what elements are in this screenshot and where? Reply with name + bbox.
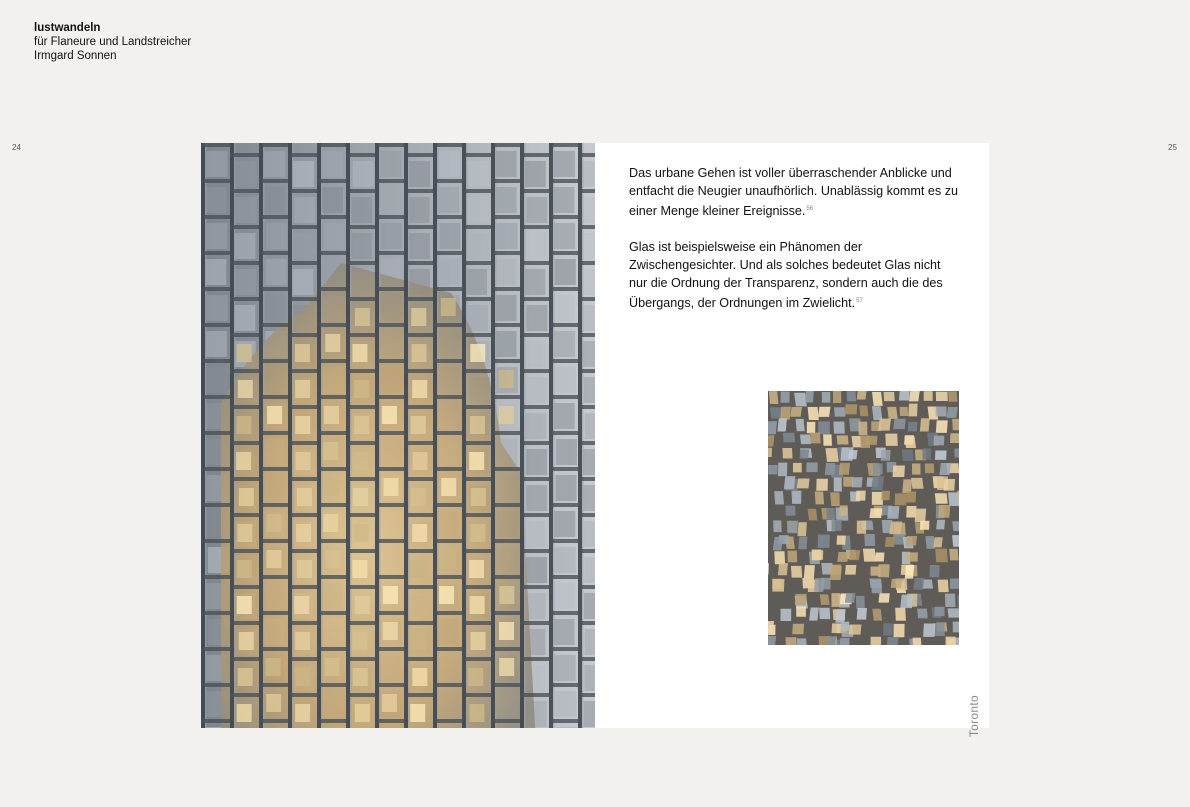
- body-text: [629, 164, 961, 330]
- paragraph-2-text: Glas ist beispielsweise ein Phänomen der Zwischengesichter. Und als solches bedeutet Glas nicht nur die Ordnung der Transparenz, sondern auch die des Übergangs, der Ordnungen im Zwielicht.: [629, 240, 943, 310]
- footnote-ref-56: 56: [806, 206, 814, 212]
- glass-facade-photo: [201, 143, 595, 728]
- footnote-ref-57: 57: [856, 298, 863, 304]
- book-header: [34, 21, 191, 63]
- paragraph-2: [629, 238, 961, 312]
- page-number-right: 25: [1168, 143, 1177, 152]
- book-subtitle: für Flaneure und Landstreicher: [34, 36, 192, 48]
- book-author: Irmgard Sonnen: [34, 50, 117, 62]
- book-title: lustwandeln: [34, 22, 101, 34]
- paragraph-1-text: Das urbane Gehen ist voller überraschender Anblicke und entfacht die Neugier unaufhörlich. Unablässig kommt es zu einer Menge kleiner Ereignisse.: [629, 166, 959, 218]
- photo-caption: Toronto: [967, 695, 981, 738]
- book-spread: [201, 143, 989, 738]
- page-number-left: 24: [12, 143, 21, 152]
- paragraph-1: [629, 164, 961, 220]
- distorted-reflection-photo: [768, 391, 959, 645]
